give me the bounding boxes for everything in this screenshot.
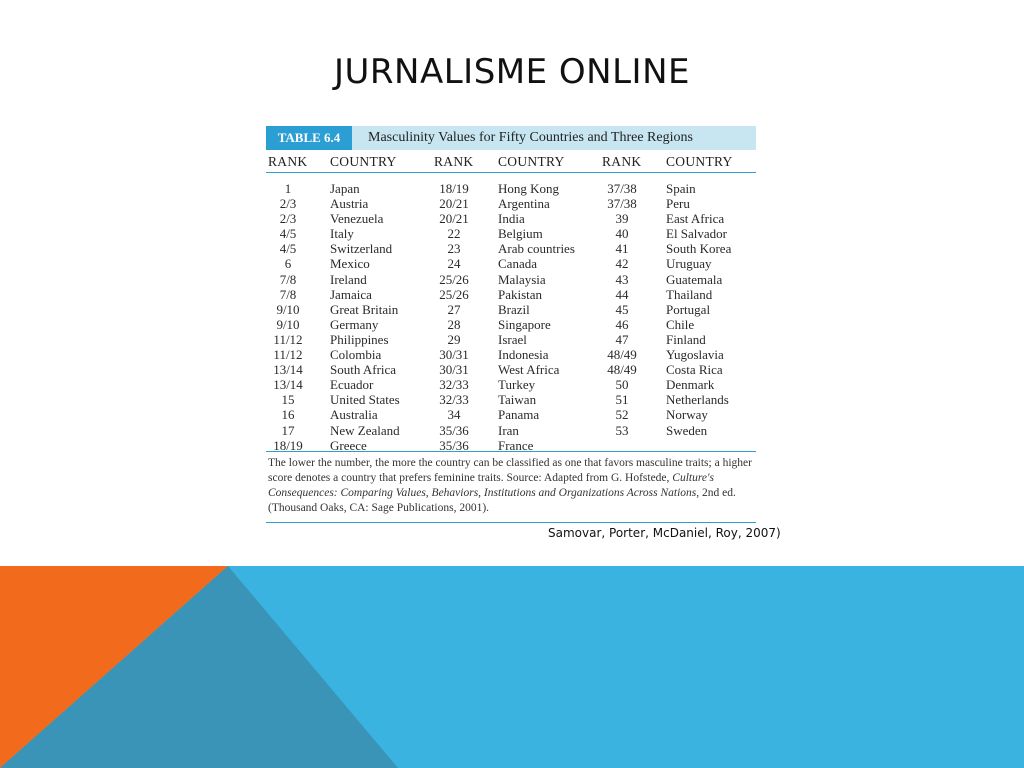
rank-cell: 7/8 xyxy=(279,286,297,302)
rank-cell: 25/26 xyxy=(439,286,469,302)
country-cell: Japan xyxy=(330,181,360,196)
country-cell: Hong Kong xyxy=(498,181,560,196)
country-cell: Italy xyxy=(330,226,354,242)
rank-cell: 40 xyxy=(615,226,629,242)
country-cell: Finland xyxy=(666,331,706,347)
country-cell: Portugal xyxy=(666,301,711,317)
rank-cell: 37/38 xyxy=(607,196,637,212)
rank-cell: 35/36 xyxy=(439,437,469,453)
rank-column-3 xyxy=(602,181,642,438)
rank-cell: 25/26 xyxy=(439,271,469,287)
country-cell: Australia xyxy=(330,407,378,423)
country-cell: Uruguay xyxy=(666,256,712,272)
country-cell: Iran xyxy=(498,422,519,438)
country-cell: El Salvador xyxy=(666,226,728,242)
rank-cell: 48/49 xyxy=(607,362,637,378)
header-rank-1: RANK xyxy=(268,154,308,169)
rank-cell: 27 xyxy=(447,301,461,317)
rank-cell: 13/14 xyxy=(273,377,303,393)
rank-column-1 xyxy=(268,181,308,453)
country-cell: Turkey xyxy=(498,377,536,393)
citation: Samovar, Porter, McDaniel, Roy, 2007) xyxy=(548,526,781,540)
country-cell: South Korea xyxy=(666,241,732,257)
table-body xyxy=(266,173,756,452)
header-rank-2: RANK xyxy=(434,154,474,169)
rank-cell: 52 xyxy=(615,407,629,423)
rank-cell: 9/10 xyxy=(276,316,300,332)
country-cell: Guatemala xyxy=(666,271,723,287)
country-cell: Mexico xyxy=(330,256,370,272)
rank-cell: 2/3 xyxy=(279,196,297,212)
rank-cell: 42 xyxy=(615,256,629,272)
rank-cell: 34 xyxy=(447,407,461,423)
rank-cell: 48/49 xyxy=(607,347,637,363)
rank-cell: 35/36 xyxy=(439,422,469,438)
rank-cell: 18/19 xyxy=(273,437,303,453)
note-text: The lower the number, the more the country can be classified as one that favors masculine traits; a higher score denotes a country that prefers feminine traits. Source: Adapted from G. Hofstede, xyxy=(268,457,752,484)
rank-cell: 43 xyxy=(615,271,629,287)
country-cell: Brazil xyxy=(498,301,530,317)
header-country-3: COUNTRY xyxy=(666,154,733,169)
header-country-2: COUNTRY xyxy=(498,154,565,169)
rank-cell: 1 xyxy=(284,181,292,196)
rank-cell: 20/21 xyxy=(439,196,469,212)
country-cell: Great Britain xyxy=(330,301,399,317)
rank-cell: 16 xyxy=(281,407,295,423)
rank-cell: 50 xyxy=(615,377,629,393)
country-cell: India xyxy=(498,211,525,227)
rank-cell: 29 xyxy=(447,331,461,347)
country-cell: Malaysia xyxy=(498,271,546,287)
country-cell: Germany xyxy=(330,316,379,332)
table-banner xyxy=(266,126,756,150)
country-column-1 xyxy=(330,181,400,453)
rank-cell: 51 xyxy=(615,392,629,408)
rank-cell: 2/3 xyxy=(279,211,297,227)
country-cell: Spain xyxy=(666,181,696,196)
country-cell: Philippines xyxy=(330,331,389,347)
rank-cell: 46 xyxy=(615,316,629,332)
rank-cell: 45 xyxy=(615,301,629,317)
country-cell: Greece xyxy=(330,437,367,453)
country-cell: Indonesia xyxy=(498,347,549,363)
country-cell: Panama xyxy=(498,407,540,423)
rank-cell: 53 xyxy=(615,422,629,438)
masculinity-table xyxy=(266,126,756,523)
country-cell: Venezuela xyxy=(330,211,384,227)
country-cell: Taiwan xyxy=(498,392,537,408)
country-column-3 xyxy=(666,181,731,438)
country-cell: Canada xyxy=(498,256,537,272)
rank-cell: 24 xyxy=(447,256,461,272)
rank-cell: 22 xyxy=(447,226,461,242)
country-cell: Austria xyxy=(330,196,369,212)
rank-column-2 xyxy=(434,181,474,453)
rank-cell: 20/21 xyxy=(439,211,469,227)
country-cell: Sweden xyxy=(666,422,708,438)
country-cell: Colombia xyxy=(330,347,382,363)
rank-cell: 28 xyxy=(447,316,461,332)
country-cell: South Africa xyxy=(330,362,397,378)
country-cell: Denmark xyxy=(666,377,715,393)
country-cell: Yugoslavia xyxy=(666,347,724,363)
table-number: TABLE 6.4 xyxy=(266,126,352,150)
country-cell: Belgium xyxy=(498,226,543,242)
rank-cell: 9/10 xyxy=(276,301,300,317)
slide-title: JURNALISME ONLINE xyxy=(334,52,690,92)
rank-cell: 44 xyxy=(615,286,629,302)
rank-cell: 39 xyxy=(615,211,629,227)
header-rank-3: RANK xyxy=(602,154,642,169)
rank-cell: 15 xyxy=(281,392,295,408)
header-country-1: COUNTRY xyxy=(330,154,397,169)
country-column-2 xyxy=(498,181,575,453)
rank-cell: 23 xyxy=(447,241,461,257)
rank-cell: 4/5 xyxy=(279,241,297,257)
note-book-title: Culture's Consequences: Comparing Values, Behaviors, Institutions and Organizations Across Nations xyxy=(268,472,714,499)
rank-cell: 11/12 xyxy=(273,331,303,347)
rank-cell: 30/31 xyxy=(439,347,469,363)
note-text-end: , 2nd ed. (Thousand Oaks, CA: Sage Publications, 2001). xyxy=(268,487,736,514)
table-header-row xyxy=(266,150,756,173)
rank-cell: 37/38 xyxy=(607,181,637,196)
country-cell: New Zealand xyxy=(330,422,400,438)
rank-cell: 41 xyxy=(615,241,629,257)
decorative-triangles xyxy=(0,566,1024,768)
country-cell: Ireland xyxy=(330,271,367,287)
rank-cell: 4/5 xyxy=(279,226,297,242)
rank-cell: 32/33 xyxy=(439,377,469,393)
country-cell: France xyxy=(498,437,534,453)
country-cell: Israel xyxy=(498,331,527,347)
country-cell: Argentina xyxy=(498,196,550,212)
rank-cell: 47 xyxy=(615,331,629,347)
rank-cell: 30/31 xyxy=(439,362,469,378)
country-cell: Pakistan xyxy=(498,286,543,302)
table-note xyxy=(266,452,756,523)
country-cell: Costa Rica xyxy=(666,362,723,378)
country-cell: Jamaica xyxy=(330,286,372,302)
rank-cell: 17 xyxy=(281,422,295,438)
rank-cell: 18/19 xyxy=(439,181,469,196)
country-cell: Netherlands xyxy=(666,392,729,408)
table-caption: Masculinity Values for Fifty Countries and Three Regions xyxy=(368,130,693,145)
country-cell: Ecuador xyxy=(330,377,374,393)
country-cell: Singapore xyxy=(498,316,551,332)
rank-cell: 13/14 xyxy=(273,362,303,378)
country-cell: Peru xyxy=(666,196,690,212)
rank-cell: 11/12 xyxy=(273,347,303,363)
country-cell: Norway xyxy=(666,407,708,423)
country-cell: Chile xyxy=(666,316,695,332)
rank-cell: 6 xyxy=(284,256,292,272)
country-cell: East Africa xyxy=(666,211,725,227)
country-cell: West Africa xyxy=(498,362,560,378)
country-cell: Switzerland xyxy=(330,241,393,257)
country-cell: Arab countries xyxy=(498,241,575,257)
rank-cell: 7/8 xyxy=(279,271,297,287)
rank-cell: 32/33 xyxy=(439,392,469,408)
country-cell: Thailand xyxy=(666,286,713,302)
country-cell: United States xyxy=(330,392,400,408)
